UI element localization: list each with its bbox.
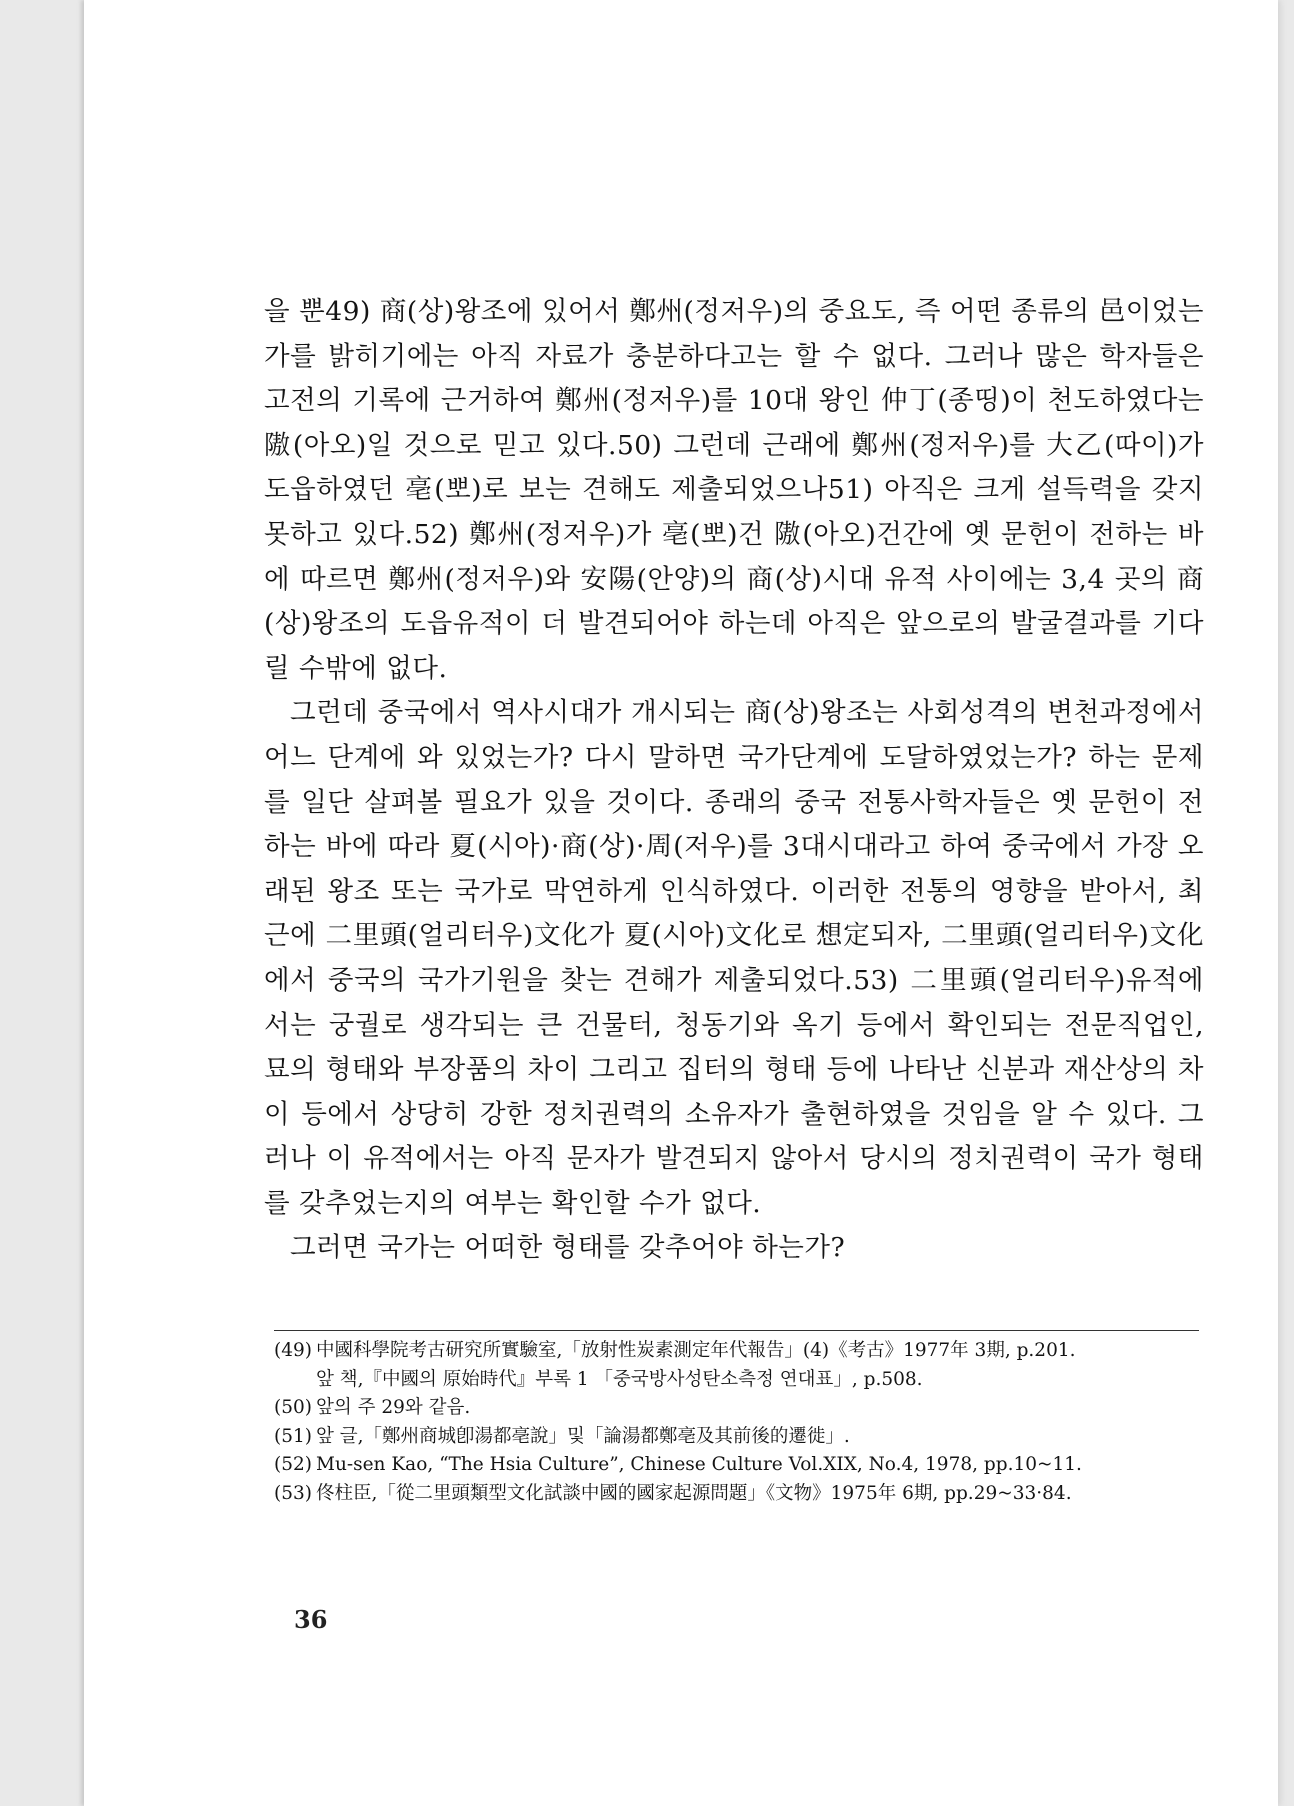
footnote-text: 앞의 주 29와 같음.	[316, 1397, 471, 1418]
footnote-49-continuation: 앞 책,『中國의 原始時代』부록 1 「중국방사성탄소측정 연대표」, p.508.	[316, 1368, 923, 1390]
footnote-number: (50)	[274, 1397, 312, 1418]
footnote-number: (49)	[274, 1340, 312, 1361]
footnote-number: (51)	[274, 1425, 312, 1447]
footnotes	[274, 1330, 1199, 1508]
footnote-text: 앞 글,「鄭州商城卽湯都亳說」및「論湯都鄭亳及其前後的遷徙」.	[316, 1425, 850, 1447]
footnote-49	[274, 1337, 1199, 1366]
footnote-text: Mu-sen Kao, “The Hsia Culture”, Chinese Culture Vol.XIX, No.4, 1978, pp.10~11.	[316, 1454, 1082, 1475]
paragraph-1: 을 뿐49) 商(상)왕조에 있어서 鄭州(정저우)의 중요도, 즉 어떤 종류의 邑이었는가를 밝히기에는 아직 자료가 충분하다고는 할 수 없다. 그러나 많은 학자들은 고전의 기록에 근거하여 鄭州(정저우)를 10대 왕인 仲丁(종띵)이 천도하였다는 隞(아오)일 것으로 믿고 있다.50) 그런데 근래에 鄭州(정저우)를 大乙(따이)가 도읍하였던 亳(뽀)로 보는 견해도 제출되었으나51) 아직은 크게 설득력을 갖지 못하고 있다.52) 鄭州(정저우)가 亳(뽀)건 隞(아오)건간에 옛 문헌이 전하는 바에 따르면 鄭州(정저우)와 安陽(안양)의 商(상)시대 유적 사이에는 3,4 곳의 商(상)왕조의 도읍유적이 더 발견되어야 하는데 아직은 앞으로의 발굴결과를 기다릴 수밖에 없다.	[264, 296, 1204, 684]
footnote-text: 佟柱臣,「從二里頭類型文化試談中國的國家起源問題」《文物》1975年 6期, pp.29~33·84.	[316, 1482, 1072, 1504]
paragraph-2: 그런데 중국에서 역사시대가 개시되는 商(상)왕조는 사회성격의 변천과정에서 어느 단계에 와 있었는가? 다시 말하면 국가단계에 도달하였었는가? 하는 문제를 일단 살펴볼 필요가 있을 것이다. 종래의 중국 전통사학자들은 옛 문헌이 전하는 바에 따라 夏(시아)·商(상)·周(저우)를 3대시대라고 하여 중국에서 가장 오래된 왕조 또는 국가로 막연하게 인식하였다. 이러한 전통의 영향을 받아서, 최근에 二里頭(얼리터우)文化가 夏(시아)文化로 想定되자, 二里頭(얼리터우)文化에서 중국의 국가기원을 찾는 견해가 제출되었다.53) 二里頭(얼리터우)유적에서는 궁궐로 생각되는 큰 건물터, 청동기와 옥기 등에서 확인되는 전문직업인, 묘의 형태와 부장품의 차이 그리고 집터의 형태 등에 나타난 신분과 재산상의 차이 등에서 상당히 강한 정치권력의 소유자가 출현하였을 것임을 알 수 있다. 그러나 이 유적에서는 아직 문자가 발견되지 않아서 당시의 정치권력이 국가 형태를 갖추었는지의 여부는 확인할 수가 없다.	[264, 697, 1204, 1219]
footnote-51	[274, 1423, 1199, 1452]
footnote-number: (52)	[274, 1454, 312, 1475]
footnote-text: 中國科學院考古研究所實驗室,「放射性炭素測定年代報告」(4)《考古》1977年 3期, p.201.	[316, 1340, 1076, 1361]
paragraph-3: 그러면 국가는 어떠한 형태를 갖추어야 하는가?	[290, 1232, 846, 1264]
footnote-number: (53)	[274, 1482, 312, 1504]
footnote-50	[274, 1394, 1199, 1423]
book-page	[84, 0, 1278, 1806]
main-text	[264, 290, 1204, 1271]
page-number: 36	[294, 1605, 328, 1634]
footnote-53	[274, 1480, 1199, 1509]
footnote-52	[274, 1451, 1199, 1480]
